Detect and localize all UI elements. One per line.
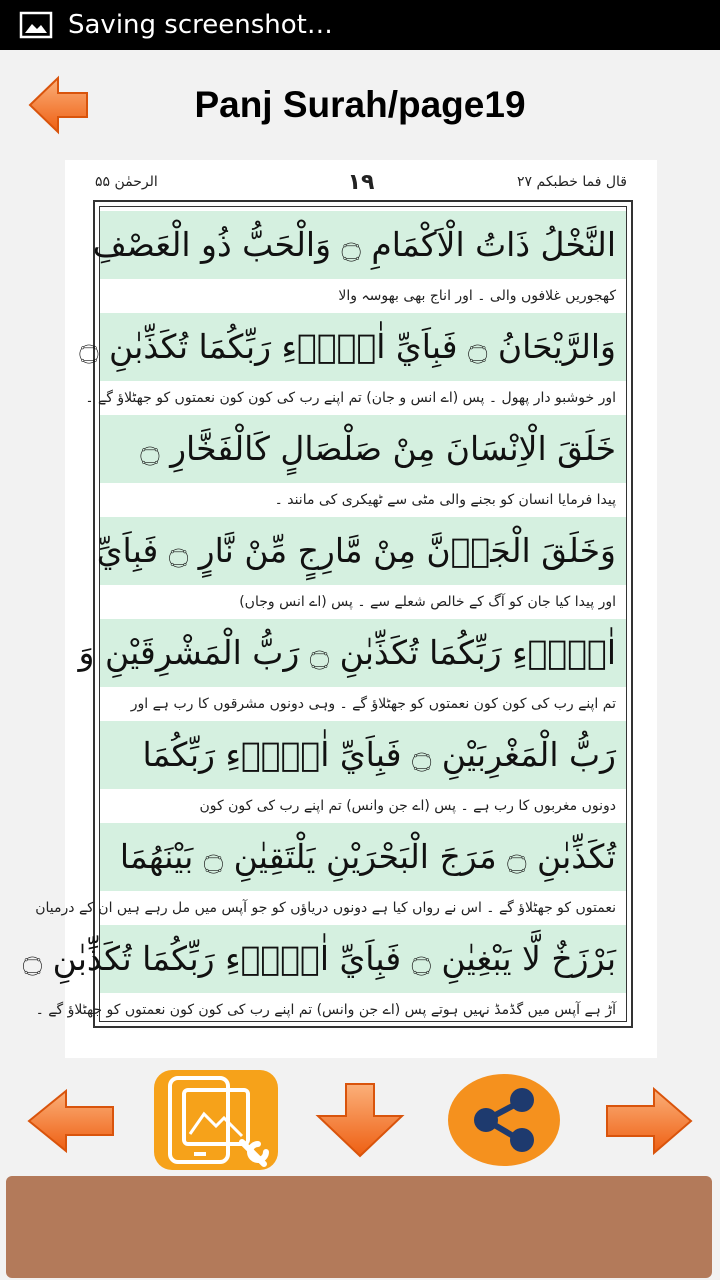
notification-text: Saving screenshot…: [68, 10, 333, 40]
arabic-verse-line: خَلَقَ الْاِنْسَانَ مِنْ صَلْصَالٍ كَالْفَخَّارِ ۝: [100, 415, 626, 483]
download-arrow-icon[interactable]: [316, 1082, 404, 1158]
urdu-translation-line: کھجوریں غلافوں والی ۔ اور اناج بھی بھوسہ والا: [338, 288, 616, 304]
urdu-translation-line: تم اپنے رب کی کون کون نعمتوں کو جھٹلاؤ گے ۔ وہی دونوں مشرقوں کا رب ہے اور: [130, 696, 616, 712]
urdu-translation-line: آڑ ہے آپس میں گڈمڈ نہیں ہوتے پس (اے جن وانس) تم اپنے رب کی کون کون نعمتوں کو جھٹلاؤ گے ۔: [35, 1002, 616, 1018]
arabic-verse-line: اٰلَاۗءِ رَبِّكُمَا تُكَذِّبٰنِ ۝ رَبُّ الْمَشْرِقَيْنِ وَ: [100, 619, 626, 687]
arabic-verse-line: رَبُّ الْمَغْرِبَيْنِ ۝ فَبِاَيِّ اٰلَاۗءِ رَبِّكُمَا: [100, 721, 626, 789]
title-bar: [0, 50, 720, 160]
previous-arrow-icon[interactable]: [26, 1088, 116, 1154]
status-bar: [0, 0, 720, 50]
arabic-verse-line: تُكَذِّبٰنِ ۝ مَرَجَ الْبَحْرَيْنِ يَلْتَقِيٰنِ ۝ بَيْنَهُمَا: [100, 823, 626, 891]
arabic-verse-line: وَخَلَقَ الْجَاۗنَّ مِنْ مَّارِجٍ مِّنْ نَّارٍ ۝ فَبِاَيِّ: [100, 517, 626, 585]
page-header-para: قال فما خطبکم ۲۷: [517, 174, 627, 190]
quran-page-image: [22, 160, 657, 1058]
verse-container: [22, 206, 627, 1022]
arabic-verse-line: بَرْزَخٌ لَّا يَبْغِيٰنِ ۝ فَبِاَيِّ اٰلَاۗءِ رَبِّكُمَا تُكَذِّبٰنِ ۝: [100, 925, 626, 993]
urdu-translation-line: دونوں مغربوں کا رب ہے ۔ پس (اے جن وانس) تم اپنے رب کی کون کون: [199, 798, 616, 814]
next-arrow-icon[interactable]: [604, 1086, 694, 1156]
urdu-translation-line: اور خوشبو دار پھول ۔ پس (اے انس و جان) تم اپنے رب کی کون کون نعمتوں کو جھٹلاؤ گے ۔: [85, 390, 616, 406]
arabic-verse-line: وَالرَّيْحَانُ ۝ فَبِاَيِّ اٰلَاۗءِ رَبِّكُمَا تُكَذِّبٰنِ ۝: [100, 313, 626, 381]
page-number: ١٩: [347, 170, 375, 195]
urdu-translation-line: نعمتوں کو جھٹلاؤ گے ۔ اس نے رواں کیا ہے دونوں دریاؤں کو جو آپس میں مل رہے ہیں ان کے درمیان: [35, 900, 616, 916]
urdu-translation-line: پیدا فرمایا انسان کو بجنے والی مٹی سے ٹھیکری کی مانند ۔: [274, 492, 616, 508]
share-icon[interactable]: [446, 1072, 562, 1168]
bottom-toolbar: [0, 1060, 720, 1175]
urdu-translation-line: اور پیدا کیا جان کو آگ کے خالص شعلے سے ۔ پس (اے انس وجاں): [239, 594, 616, 610]
screen-settings-icon[interactable]: [154, 1070, 278, 1170]
ad-banner[interactable]: [6, 1176, 712, 1278]
page-frame: [22, 200, 633, 1028]
arabic-verse-line: النَّخْلُ ذَاتُ الْاَكْمَامِ ۝ وَالْحَبُّ ذُو الْعَصْفِ: [100, 211, 626, 279]
page-title: Panj Surah/page19: [194, 84, 526, 125]
image-notification-icon: [20, 12, 52, 38]
page-header-surah: الرحمٰن ۵۵: [95, 174, 158, 190]
